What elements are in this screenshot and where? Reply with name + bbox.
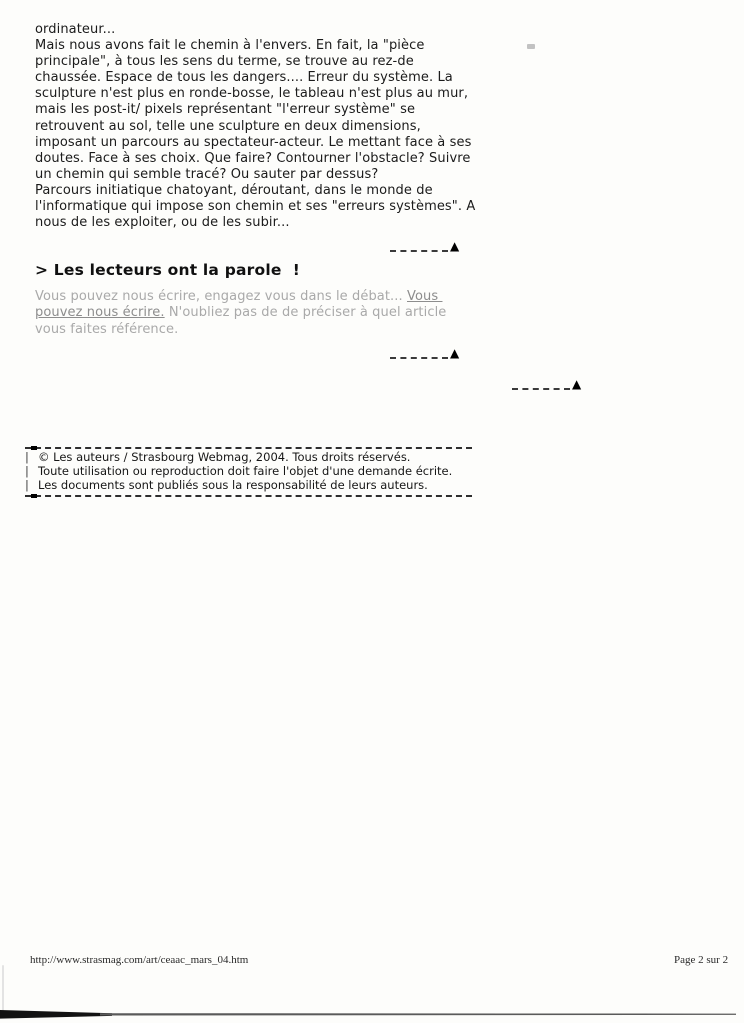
article-line: mais les post-it/ pixels représentant "l'erreur système" se xyxy=(35,102,416,118)
readers-line xyxy=(35,305,483,321)
article-line: un chemin qui semble tracé? Ou sauter par dessus? xyxy=(35,166,379,182)
copyright-text: Toute utilisation ou reproduction doit faire l'objet d'une demande écrite. xyxy=(38,463,453,478)
article-line: nous de les exploiter, ou de les subir... xyxy=(35,215,290,231)
up-triangle-icon: ▲ xyxy=(572,377,582,391)
readers-paragraph xyxy=(35,289,483,338)
article-line: imposant un parcours au spectateur-acteur. Le mettant face à ses xyxy=(35,134,472,150)
scan-edge-line xyxy=(2,965,4,1013)
article-line: chaussée. Espace de tous les dangers.... Erreur du système. La xyxy=(35,70,453,86)
anchor-dash-line xyxy=(390,250,448,252)
anchor-dash-line xyxy=(512,388,570,390)
border-marker xyxy=(31,446,37,450)
article-line: retrouvent au sol, telle une sculpture en deux dimensions, xyxy=(35,118,421,134)
readers-text: N'oubliez pas de de préciser à quel article xyxy=(164,305,447,321)
vertical-bar: | xyxy=(25,450,29,464)
article-text xyxy=(35,22,483,231)
article-line: principale", à tous les sens du terme, se trouve au rez-de xyxy=(35,54,414,70)
print-footer-url: http://www.strasmag.com/art/ceaac_mars_04.htm xyxy=(30,954,249,966)
article-line: Mais nous avons fait le chemin à l'envers. En fait, la "pièce xyxy=(35,38,425,54)
vertical-bar: | xyxy=(25,463,29,478)
write-to-us-link[interactable]: pouvez nous écrire. xyxy=(35,305,165,321)
back-to-top-anchor[interactable] xyxy=(512,378,581,391)
back-to-top-anchor[interactable] xyxy=(390,347,459,360)
copyright-line xyxy=(25,479,472,493)
copyright-text: © Les auteurs / Strasbourg Webmag, 2004. Tous droits réservés. xyxy=(38,450,411,464)
article-line: doutes. Face à ses choix. Que faire? Contourner l'obstacle? Suivre xyxy=(35,150,471,166)
readers-heading: > Les lecteurs ont la parole ! xyxy=(35,261,301,279)
copyright-line xyxy=(25,465,472,479)
anchor-dash-line xyxy=(390,357,448,359)
up-triangle-icon: ▲ xyxy=(450,346,460,360)
readers-line xyxy=(35,289,483,305)
write-to-us-link[interactable]: Vous xyxy=(407,289,443,304)
copyright-line xyxy=(25,451,472,465)
article-line: l'informatique qui impose son chemin et ses "erreurs systèmes". A xyxy=(35,199,476,215)
readers-text: vous faites référence. xyxy=(35,321,179,337)
readers-text: Vous pouvez nous écrire, engagez vous dans le débat... xyxy=(35,289,407,304)
vertical-bar: | xyxy=(25,477,29,492)
copyright-text: Les documents sont publiés sous la responsabilité de leurs auteurs. xyxy=(38,477,428,492)
readers-line xyxy=(35,322,483,338)
article-line: Parcours initiatique chatoyant, déroutant, dans le monde de xyxy=(35,182,433,198)
up-triangle-icon: ▲ xyxy=(450,239,460,253)
border-marker xyxy=(31,494,37,498)
scan-smudge xyxy=(527,44,535,49)
back-to-top-anchor[interactable] xyxy=(390,240,459,253)
copyright-notice xyxy=(25,447,472,497)
print-footer-page-number: Page 2 sur 2 xyxy=(674,954,729,966)
article-line: ordinateur... xyxy=(35,22,116,37)
article-line: sculpture n'est plus en ronde-bosse, le tableau n'est plus au mur, xyxy=(35,86,469,102)
